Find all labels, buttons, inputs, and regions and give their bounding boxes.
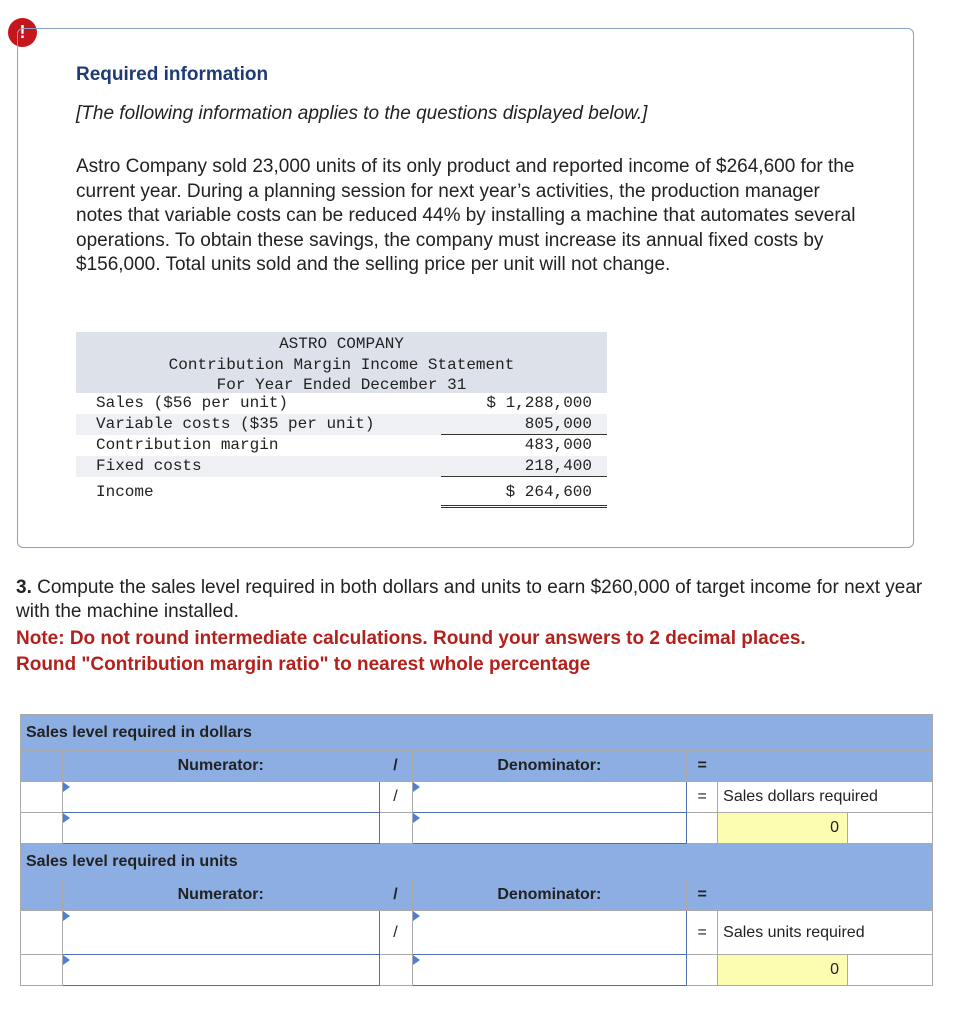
units-numerator-value-input[interactable] [62, 955, 379, 986]
statement-row-sales [76, 393, 607, 414]
statement-row-fixed-costs [76, 456, 607, 477]
statement-header [76, 332, 607, 393]
divide-symbol: / [379, 911, 412, 955]
question-body: Compute the sales level required in both dollars and units to earn $260,000 of target income for next year with the machine installed. [16, 577, 923, 622]
row-amount: $ 1,288,000 [486, 394, 592, 412]
row-label: Income [96, 483, 154, 501]
row-label: Fixed costs [96, 457, 202, 475]
dollars-result-label: Sales dollars required [718, 782, 933, 813]
numerator-header: Numerator: [62, 880, 379, 911]
income-statement [76, 332, 607, 504]
statement-row-income [76, 477, 607, 504]
row-label: Sales ($56 per unit) [96, 394, 289, 412]
units-numerator-label-input[interactable] [62, 911, 379, 955]
text-input[interactable] [63, 955, 379, 985]
statement-row-variable-costs [76, 414, 607, 435]
dollars-denominator-value-input[interactable] [412, 813, 687, 844]
calculation-table [20, 714, 933, 986]
equals-symbol: = [687, 880, 718, 911]
divide-symbol: / [379, 880, 412, 911]
equals-symbol: = [687, 782, 718, 813]
text-input[interactable] [63, 911, 379, 954]
dollars-numerator-label-input[interactable] [62, 782, 379, 813]
dollars-column-headers [21, 751, 933, 782]
dollars-section-header [21, 715, 933, 751]
question-text [16, 576, 956, 624]
units-column-headers [21, 880, 933, 911]
dollars-section-title: Sales level required in dollars [21, 715, 933, 751]
dollars-numerator-value-input[interactable] [62, 813, 379, 844]
row-amount: 805,000 [524, 415, 592, 433]
note-line-1: Note: Do not round intermediate calculations. Round your answers to 2 decimal places. [16, 628, 806, 649]
row-label: Contribution margin [96, 436, 279, 454]
units-result-label: Sales units required [718, 911, 933, 955]
units-formula-row [21, 911, 933, 955]
units-denominator-value-input[interactable] [412, 955, 687, 986]
units-denominator-label-input[interactable] [412, 911, 687, 955]
units-value-row [21, 955, 933, 986]
text-input[interactable] [413, 813, 687, 843]
statement-row-contribution-margin [76, 435, 607, 456]
denominator-header: Denominator: [412, 880, 687, 911]
dollars-formula-row [21, 782, 933, 813]
dollars-value-row [21, 813, 933, 844]
numerator-header: Numerator: [62, 751, 379, 782]
equals-symbol: = [687, 911, 718, 955]
text-input[interactable] [413, 782, 687, 812]
problem-paragraph: Astro Company sold 23,000 units of its only product and reported income of $264,600 for the current year. During a planning session for next year’s activities, the production manager notes that variable costs can be reduced 44% by installing a machine that automates several operations. To obtain these savings, the company must increase its annual fixed costs by $156,000. Total units sold and the selling price per unit will not change. [76, 156, 856, 275]
statement-name: Contribution Margin Income Statement [168, 355, 515, 374]
text-input[interactable] [63, 813, 379, 843]
row-label: Variable costs ($35 per unit) [96, 415, 375, 433]
divide-symbol: / [379, 782, 412, 813]
required-info-title: Required information [76, 64, 269, 85]
units-section-title: Sales level required in units [21, 844, 933, 880]
divide-symbol: / [379, 751, 412, 782]
note-line-2: Round "Contribution margin ratio" to nearest whole percentage [16, 654, 591, 675]
units-result-value: 0 [718, 955, 848, 986]
double-underline [441, 505, 607, 508]
row-amount: 483,000 [524, 436, 592, 454]
dollars-result-value: 0 [718, 813, 848, 844]
question-note [16, 626, 956, 678]
statement-company: ASTRO COMPANY [279, 335, 404, 353]
row-amount: 218,400 [524, 457, 592, 475]
alert-icon: ! [8, 18, 37, 47]
units-section-header [21, 844, 933, 880]
dollars-denominator-label-input[interactable] [412, 782, 687, 813]
row-amount: $ 264,600 [505, 483, 592, 501]
text-input[interactable] [63, 782, 379, 812]
text-input[interactable] [413, 955, 687, 985]
text-input[interactable] [413, 911, 687, 954]
equals-symbol: = [687, 751, 718, 782]
denominator-header: Denominator: [412, 751, 687, 782]
question-number: 3. [16, 577, 32, 598]
required-info-subtitle: [The following information applies to the questions displayed below.] [76, 103, 648, 124]
statement-period: For Year Ended December 31 [216, 376, 467, 394]
